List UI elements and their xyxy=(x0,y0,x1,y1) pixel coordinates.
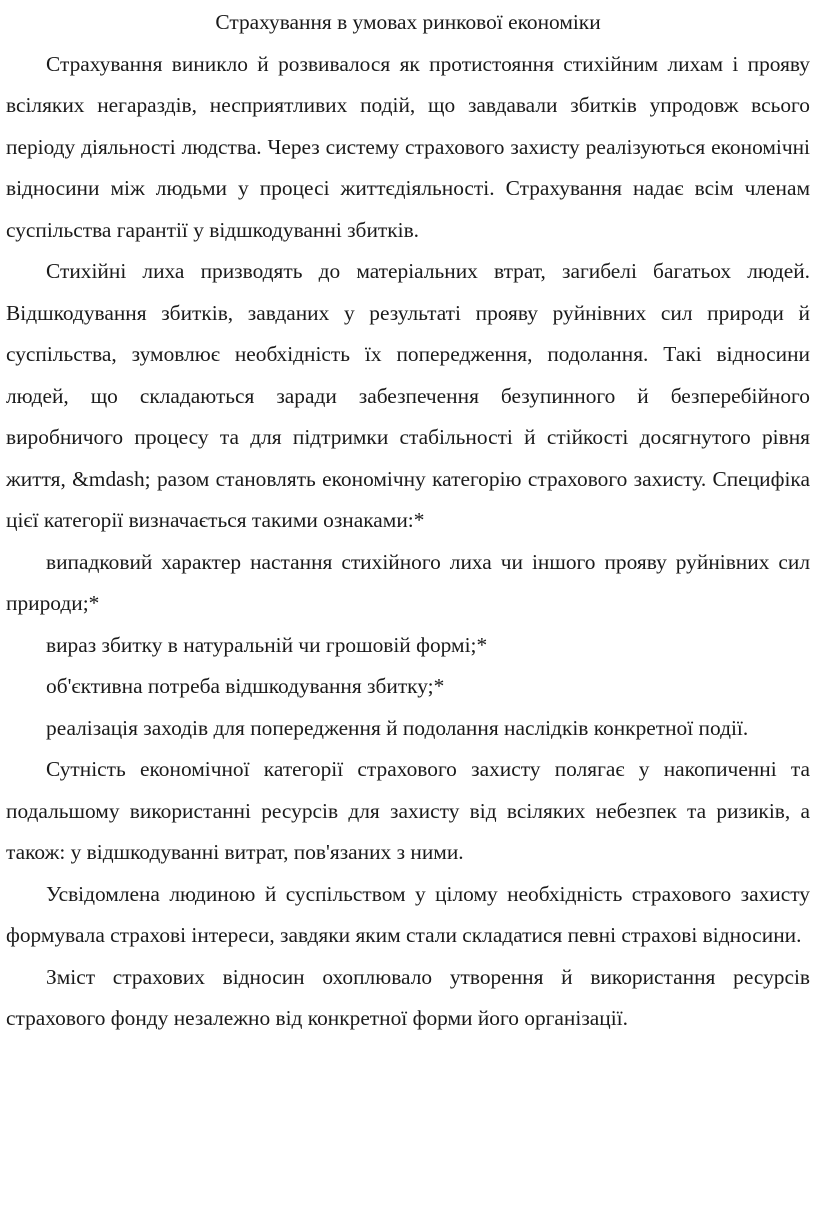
list-item-objective-need: об'єктивна потреба відшкодування збитку;* xyxy=(46,674,445,698)
list-item-measures: реалізація заходів для попередження й подолання наслідків конкретної події. xyxy=(46,715,749,740)
paragraph-essence: Сутність економічної категорії страхового захисту полягає у накопиченні та подальшому використанні ресурсів для захисту від всіляких небезпек та ризиків, а також: у відшкодуванні витрат, пов'язаних з ними. xyxy=(6,757,810,864)
list-item-damage-form: вираз збитку в натуральній чи грошовій формі;* xyxy=(46,632,488,657)
paragraph-intro: Страхування виникло й розвивалося як протистояння стихійним лихам і прояву всіляких негараздів, несприятливих подій, що завдавали збитків упродовж всього періоду діяльності людства. Через систему страхового захисту реалізуються економічні відносини між людьми у процесі життєдіяльності. Страхування надає всім членам суспільства гарантії у відшкодуванні збитків. xyxy=(6,51,810,242)
paragraph-disasters: Стихійні лиха призводять до матеріальних втрат, загибелі багатьох людей. Відшкодування збитків, завданих у результаті прояву руйнівних сил природи й суспільства, зумовлює необхідність їх попередження, подолання. Такі відносини людей, що складаються заради забезпечення безупинного й безперебійного виробничого процесу та для підтримки стабільності й стійкості досягнутого рівня життя, &mdash; разом становлять економічну категорію страхового захисту. Специфіка цієї категорії визначається такими ознаками:* xyxy=(6,259,810,532)
document-title: Страхування в умовах ринкової економіки xyxy=(215,10,601,34)
paragraph-interests: Усвідомлена людиною й суспільством у цілому необхідність страхового захисту формувала страхові інтереси, завдяки яким стали складатися певні страхові відносини. xyxy=(6,881,810,947)
paragraph-content: Зміст страхових відносин охоплювало утворення й використання ресурсів страхового фонду незалежно від конкретної форми його організації. xyxy=(6,964,810,1030)
list-item-random-nature: випадковий характер настання стихійного лиха чи іншого прояву руйнівних сил природи;* xyxy=(6,549,810,615)
